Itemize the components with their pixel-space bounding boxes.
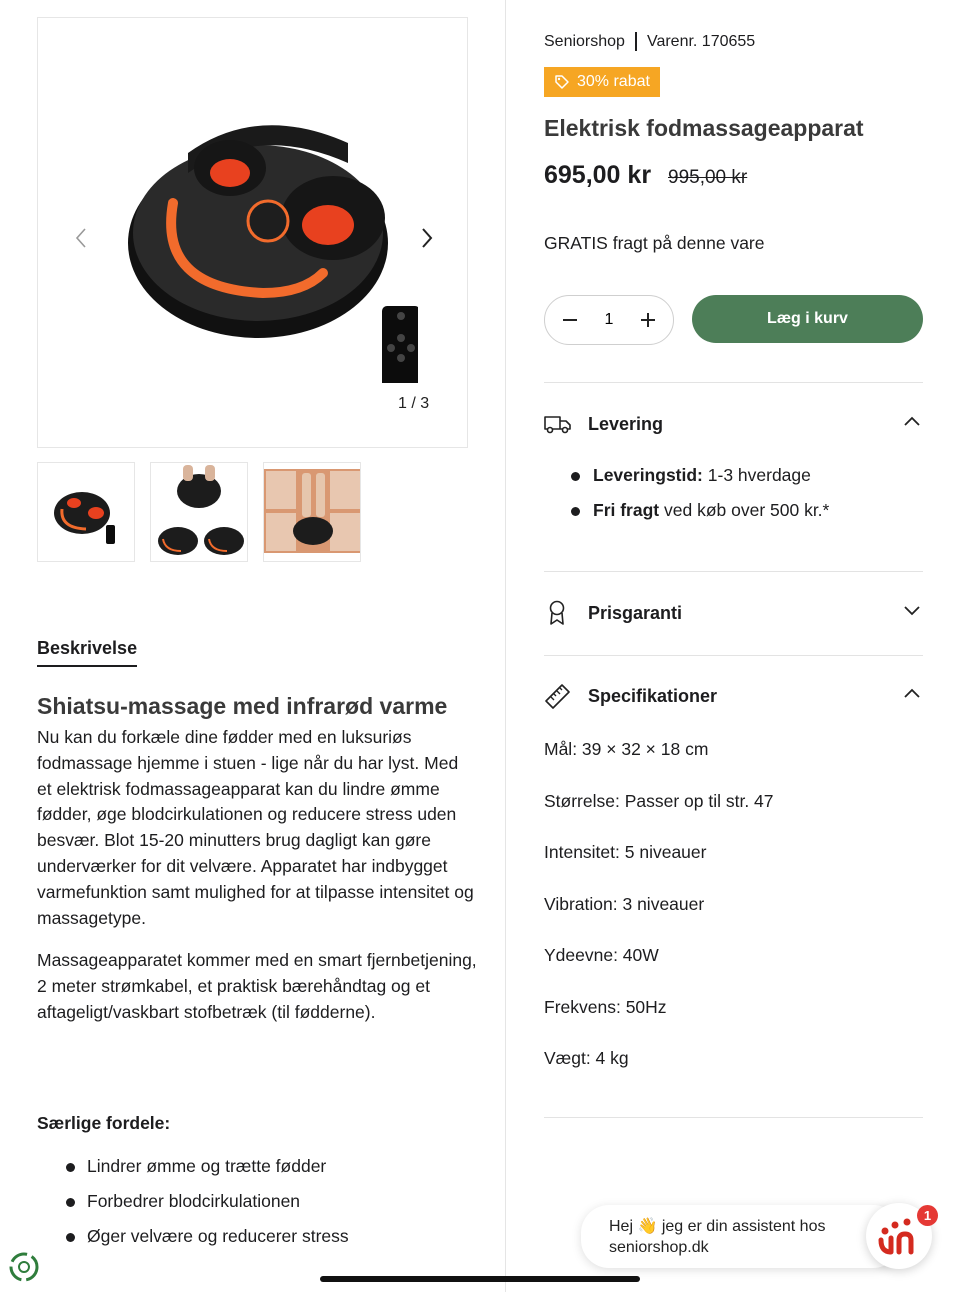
- list-item: Øger velvære og reducerer stress: [37, 1226, 349, 1261]
- quantity-decrease-button[interactable]: [557, 307, 583, 333]
- plus-icon: [640, 312, 656, 328]
- old-price: 995,00 kr: [668, 167, 748, 188]
- discount-badge: [544, 67, 660, 97]
- list-item: Lindrer ømme og trætte fødder: [37, 1156, 349, 1191]
- thumbnail-strip: [37, 462, 361, 562]
- recycle-icon: [6, 1249, 42, 1285]
- chat-message-line: seniorshop.dk: [609, 1239, 709, 1256]
- meta-separator: [635, 32, 637, 51]
- thumbnail-image: [38, 463, 135, 562]
- product-meta: [544, 32, 755, 51]
- add-to-cart-button[interactable]: Læg i kurv: [692, 295, 923, 343]
- thumbnail-image: [151, 463, 248, 562]
- product-image: [118, 113, 418, 383]
- accordion-label: Prisgaranti: [588, 602, 683, 623]
- truck-icon: [544, 414, 572, 434]
- description-heading: Shiatsu-massage med infrarød varme: [37, 693, 448, 719]
- divider: [544, 571, 923, 572]
- chevron-down-icon: [903, 604, 921, 616]
- shipping-note: GRATIS fragt på denne vare: [544, 233, 765, 253]
- column-divider: [505, 0, 506, 1292]
- thumbnail-3[interactable]: [263, 462, 361, 562]
- gallery-prev-button[interactable]: [66, 223, 96, 253]
- product-title: Elektrisk fodmassageapparat: [544, 115, 864, 141]
- chevron-up-icon: [903, 415, 921, 427]
- award-icon: [544, 600, 572, 626]
- tab-beskrivelse[interactable]: Beskrivelse: [37, 638, 137, 667]
- quantity-input[interactable]: [594, 311, 624, 329]
- quantity-stepper: [544, 295, 674, 345]
- accordion-specifikationer[interactable]: [544, 681, 923, 711]
- chat-assistant-logo-icon: [877, 1216, 921, 1256]
- spec-item: Vægt: 4 kg: [544, 1048, 629, 1068]
- thumbnail-image: [264, 463, 361, 562]
- divider: [544, 382, 923, 383]
- spec-item: Frekvens: 50Hz: [544, 997, 667, 1017]
- benefits-title: Særlige fordele:: [37, 1113, 171, 1133]
- spec-item: Størrelse: Passer op til str. 47: [544, 791, 774, 811]
- gallery-counter: 1 / 3: [398, 395, 430, 412]
- description-paragraph-2: Massageapparatet kommer med en smart fjernbetjening, 2 meter strømkabel, et praktisk bærehåndtag og et aftageligt/vaskbart stofbetræk (til fødderne).: [37, 950, 477, 1022]
- accordion-levering[interactable]: [544, 409, 923, 439]
- delivery-time-value: 1-3 hverdage: [702, 465, 811, 485]
- chat-message-bubble[interactable]: [581, 1205, 901, 1268]
- product-gallery[interactable]: [37, 17, 468, 448]
- description-paragraph-1: Nu kan du forkæle dine fødder med en luksuriøs fodmassage hjemme i stuen - lige når du har lyst. Med et elektrisk fodmassageapparat kan du lindre ømme fødder, øge blodcirkulationen og reducere stress uden besvær. Blot 15-20 minutters brug dagligt kan gøre underværker for dit velvære. Apparatet har indbygget varmefunktion samt mulighed for at tilpasse intensitet og massagetype.: [37, 727, 474, 928]
- current-price: 695,00 kr: [544, 161, 652, 189]
- delivery-time-label: Leveringstid:: [593, 465, 703, 485]
- shop-name: Seniorshop: [544, 32, 625, 50]
- gallery-next-button[interactable]: [412, 223, 442, 253]
- accordion-label: Specifikationer: [588, 685, 718, 706]
- thumbnail-1[interactable]: [37, 462, 135, 562]
- chevron-right-icon: [420, 227, 434, 249]
- item-number: Varenr. 170655: [646, 32, 756, 50]
- spec-item: Mål: 39 × 32 × 18 cm: [544, 739, 709, 759]
- accordion-label: Levering: [588, 413, 664, 434]
- spec-item: Vibration: 3 niveauer: [544, 894, 705, 914]
- list-item: [568, 465, 829, 500]
- tag-icon: [554, 74, 570, 90]
- badge-label: 30% rabat: [577, 73, 650, 90]
- accordion-prisgaranti[interactable]: [544, 598, 923, 628]
- benefits-list: [37, 1156, 349, 1261]
- free-shipping-label: Fri fragt: [593, 500, 660, 520]
- spec-item: Ydeevne: 40W: [544, 945, 659, 965]
- chat-notification-badge: 1: [917, 1205, 938, 1226]
- minus-icon: [562, 312, 578, 328]
- chat-message-line: Hej 👋 jeg er din assistent hos: [609, 1218, 826, 1235]
- thumbnail-2[interactable]: [150, 462, 248, 562]
- divider: [544, 655, 923, 656]
- chevron-up-icon: [903, 687, 921, 699]
- free-shipping-value: ved køb over 500 kr.*: [659, 500, 830, 520]
- quantity-increase-button[interactable]: [635, 307, 661, 333]
- list-item: Forbedrer blodcirkulationen: [37, 1191, 349, 1226]
- ruler-icon: [544, 683, 572, 709]
- divider: [544, 1117, 923, 1118]
- chevron-left-icon: [74, 227, 88, 249]
- home-indicator: [320, 1276, 640, 1282]
- list-item: [568, 500, 829, 535]
- delivery-list: [568, 465, 829, 535]
- spec-item: Intensitet: 5 niveauer: [544, 842, 707, 862]
